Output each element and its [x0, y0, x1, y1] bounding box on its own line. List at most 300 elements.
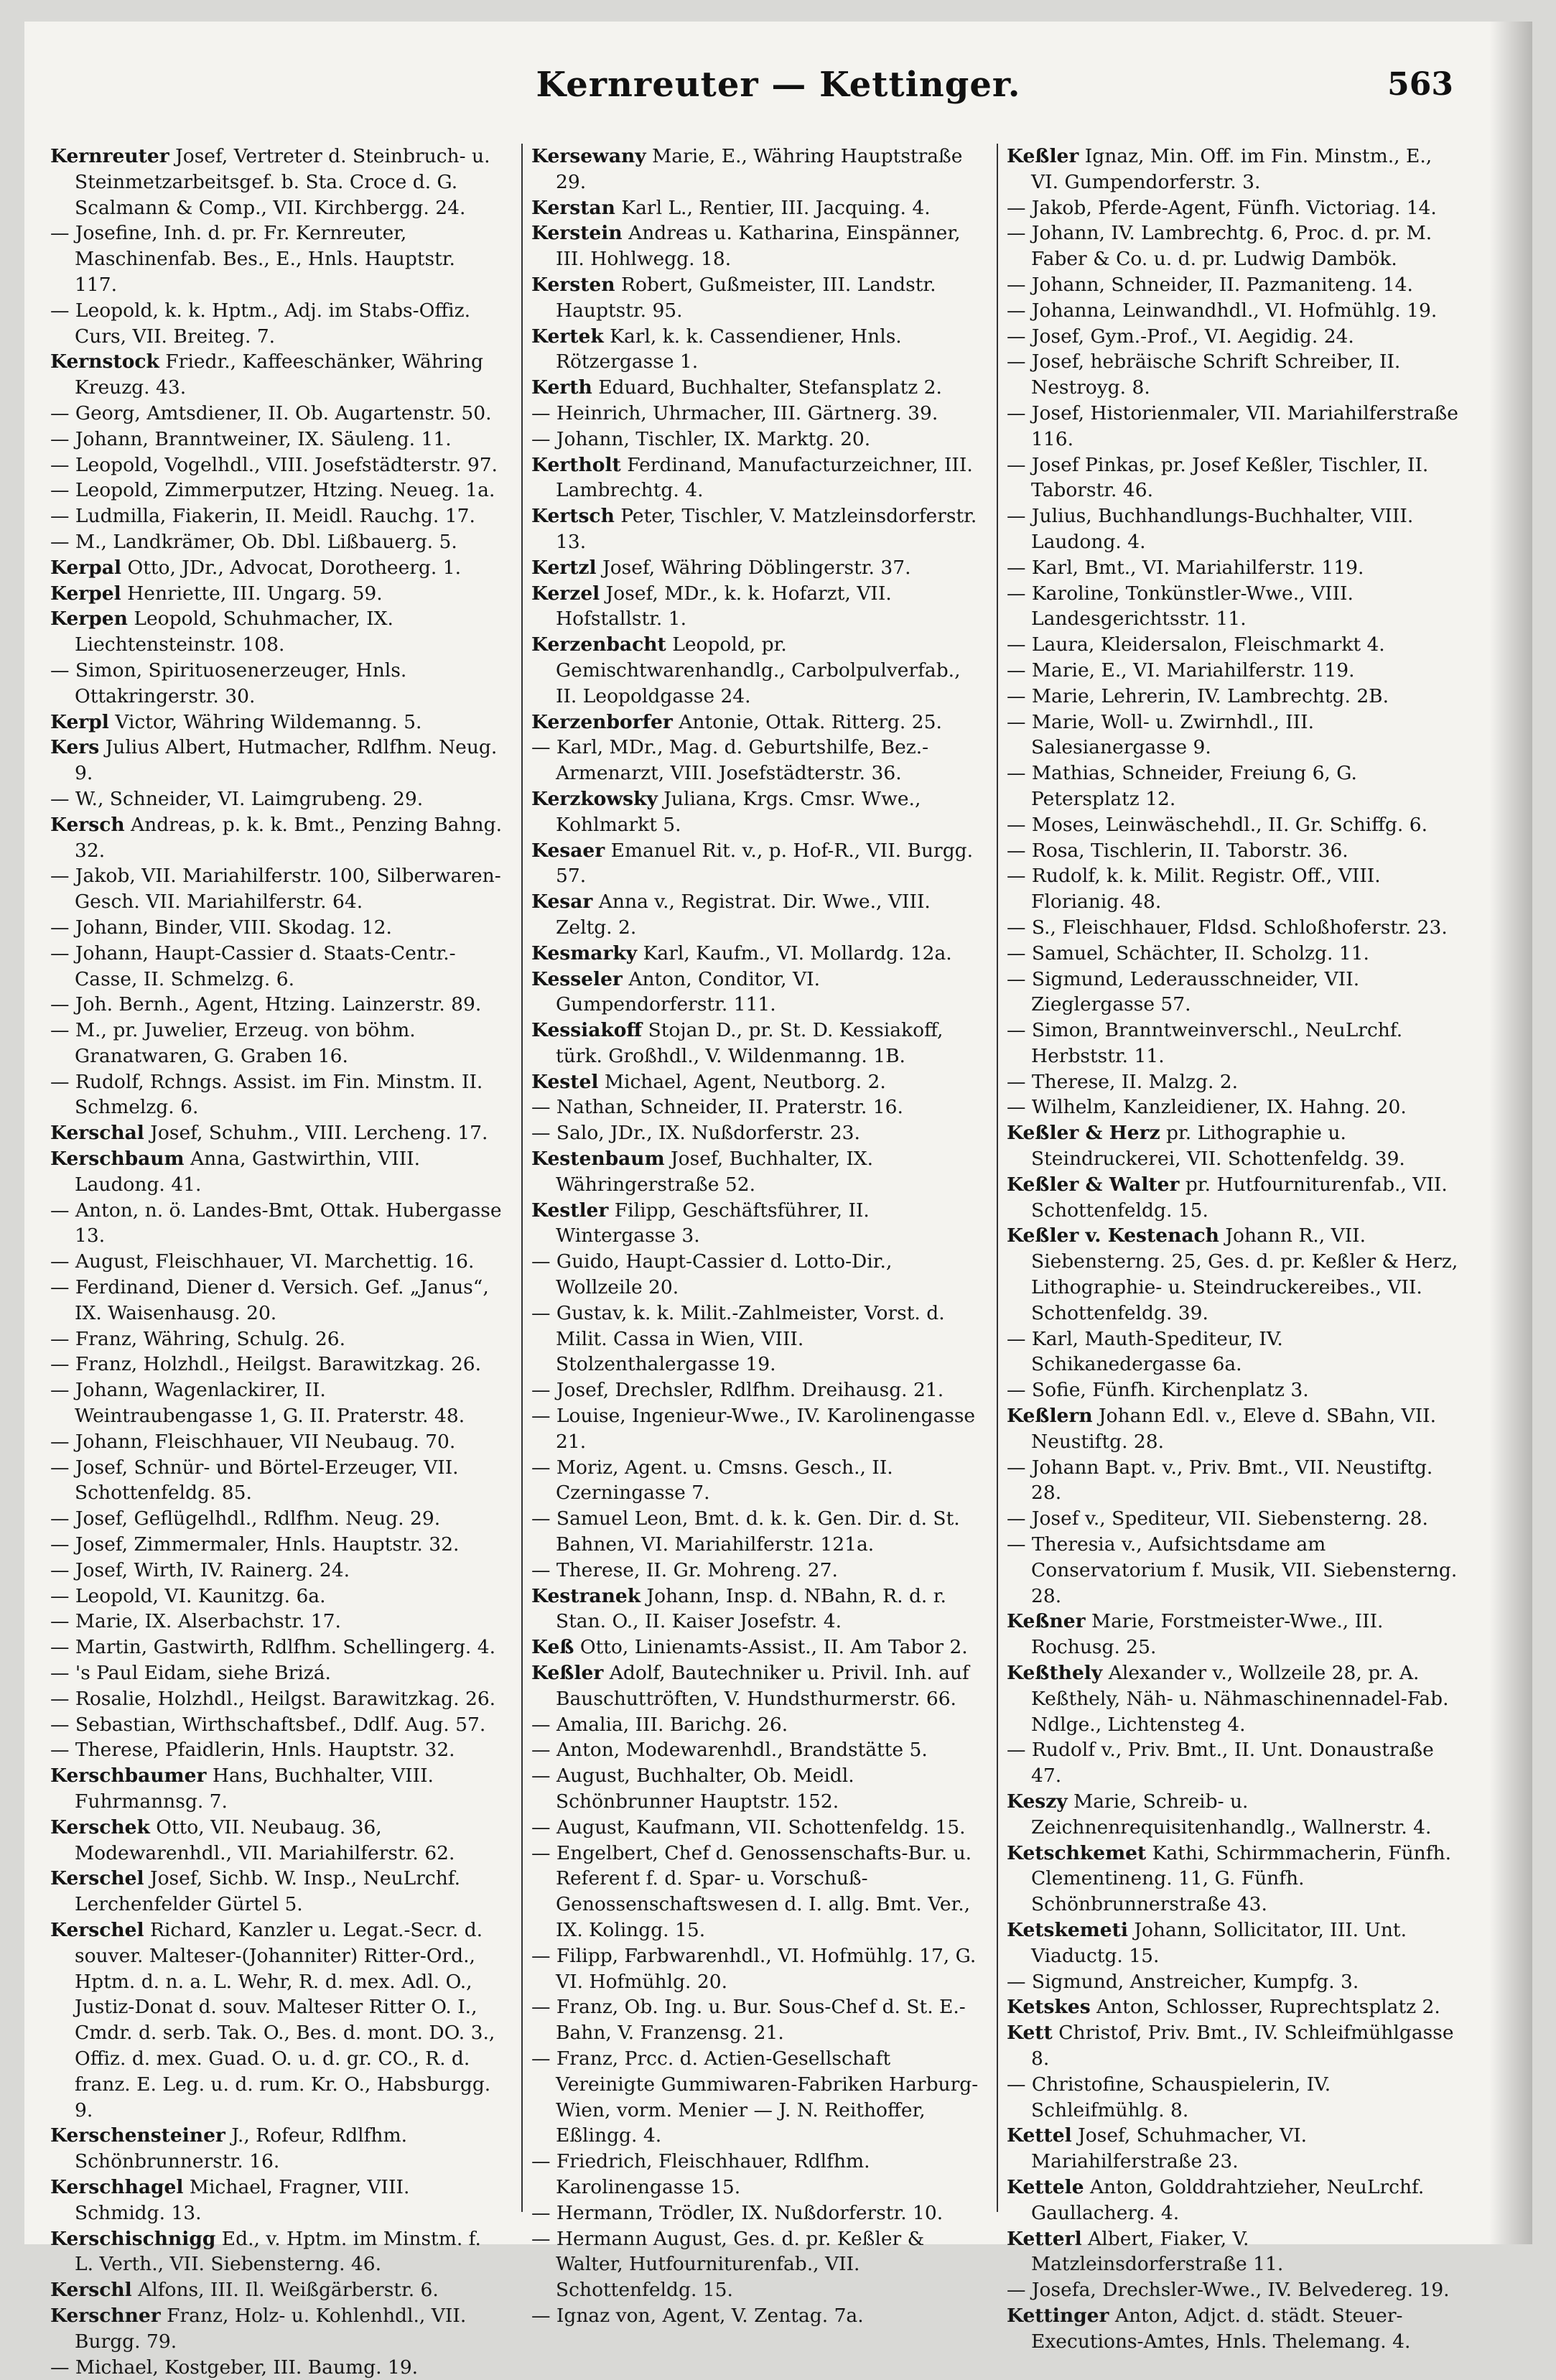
entry-details: Filipp, Geschäftsführer, II. Wintergasse 3. — [556, 1199, 870, 1247]
directory-entry — [50, 478, 503, 503]
directory-entry — [1007, 1994, 1459, 2020]
directory-entry — [1007, 632, 1459, 658]
directory-entry — [531, 1506, 984, 1558]
directory-entry — [50, 941, 503, 993]
entry-details: — Karoline, Tonkünstler-Wwe., VIII. Landesgerichtsstr. 11. — [1007, 582, 1354, 631]
entry-details: Josef, Schuhm., VIII. Lercheng. 17. — [144, 1122, 488, 1145]
directory-entry — [50, 1146, 503, 1198]
entry-surname: Kerschel — [50, 1867, 144, 1890]
entry-details: — Louise, Ingenieur-Wwe., IV. Karolinengasse 21. — [531, 1405, 976, 1453]
entry-details: Josef, Vertreter d. Steinbruch- u. Steinmetzarbeitsgef. b. Sta. Croce d. G. Scalmann & Comp., VII. Kirchbergg. 24. — [75, 145, 490, 219]
entry-details: Otto, VII. Neubaug. 36, Modewarenhdl., VII. Mariahilferstr. 62. — [75, 1816, 455, 1864]
directory-entry — [1007, 1377, 1459, 1403]
entry-details: Karl L., Rentier, III. Jacquing. 4. — [615, 196, 931, 219]
directory-entry — [50, 786, 503, 812]
entry-surname: Keßler — [1007, 145, 1079, 167]
directory-entry — [50, 812, 503, 864]
entry-details: Otto, JDr., Advocat, Dorotheerg. 1. — [121, 556, 462, 579]
entry-surname: Kerzenbacht — [531, 633, 666, 656]
directory-entry — [50, 863, 503, 915]
entry-details: Christof, Priv. Bmt., IV. Schleifmühlgasse 8. — [1031, 2022, 1454, 2070]
directory-entry — [50, 144, 503, 220]
entry-details: — Leopold, VI. Kaunitzg. 6a. — [50, 1584, 326, 1607]
directory-entry — [1007, 1609, 1459, 1660]
entry-details: Ignaz, Min. Off. im Fin. Minstm., E., VI. Gumpendorferstr. 3. — [1031, 145, 1432, 193]
directory-entry — [1007, 2020, 1459, 2072]
directory-entry — [50, 427, 503, 452]
directory-entry — [50, 1352, 503, 1377]
entry-surname: Ketskes — [1007, 1996, 1091, 2019]
page-title: Kernreuter — Kettinger. — [536, 65, 1021, 105]
directory-entry — [1007, 1455, 1459, 1507]
entry-details: — Christofine, Schauspielerin, IV. Schleifmühlg. 8. — [1007, 2073, 1331, 2121]
entry-surname: Kersch — [50, 813, 125, 836]
directory-entry — [1007, 1532, 1459, 1609]
entry-details: — Leopold, Zimmerputzer, Htzing. Neueg. 1a. — [50, 479, 495, 502]
entry-details: — Georg, Amtsdiener, II. Ob. Augartenstr. 50. — [50, 401, 492, 424]
directory-entry — [531, 1660, 984, 1712]
entry-details: Marie, Forstmeister-Wwe., III. Rochusg. 25. — [1031, 1610, 1384, 1659]
entry-surname: Keßler — [531, 1662, 604, 1685]
column-divider — [521, 144, 523, 2212]
directory-entry — [1007, 2277, 1459, 2303]
directory-entry — [1007, 298, 1459, 324]
entry-surname: Kerschbaumer — [50, 1765, 207, 1788]
entry-details: — Therese, II. Gr. Mohreng. 27. — [531, 1558, 838, 1581]
entry-details: — Josef Pinkas, pr. Josef Keßler, Tischler, II. Taborstr. 46. — [1007, 453, 1429, 502]
entry-details: — Salo, JDr., IX. Nußdorferstr. 23. — [531, 1122, 860, 1145]
entry-details: — Hermann, Trödler, IX. Nußdorferstr. 10. — [531, 2201, 944, 2224]
directory-entry — [531, 503, 984, 555]
directory-entry — [1007, 581, 1459, 633]
directory-entry — [50, 452, 503, 478]
entry-details: — Guido, Haupt-Cassier d. Lotto-Dir., Wollzeile 20. — [531, 1250, 893, 1299]
entry-details: — August, Kaufmann, VII. Schottenfeldg. 15. — [531, 1816, 966, 1839]
directory-entry — [1007, 1172, 1459, 1224]
entry-details: Friedr., Kaffeeschänker, Währing Kreuzg. 43. — [75, 350, 483, 399]
directory-entry — [50, 503, 503, 529]
entry-details: — Johann, Haupt-Cassier d. Staats-Centr.-Casse, II. Schmelzg. 6. — [50, 942, 456, 990]
directory-entry — [1007, 1223, 1459, 1326]
entry-surname: Kesar — [531, 891, 593, 914]
directory-entry — [531, 1198, 984, 1250]
entry-details: — Johann Bapt. v., Priv. Bmt., VII. Neustiftg. 28. — [1007, 1456, 1433, 1505]
entry-details: Emanuel Rit. v., p. Hof-R., VII. Burgg. 57. — [556, 839, 974, 888]
directory-entry — [50, 915, 503, 941]
entry-surname: Kersewany — [531, 145, 646, 167]
directory-entry — [50, 1532, 503, 1558]
entry-details: Kathi, Schirmmacherin, Fünfh. Clementineng. 11, G. Fünfh. Schönbrunnerstraße 43. — [1031, 1841, 1452, 1916]
entry-details: Leopold, pr. Gemischtwarenhandlg., Carbolpulverfab., II. Leopoldgasse 24. — [556, 633, 961, 707]
entry-details: Richard, Kanzler u. Legat.-Secr. d. souver. Malteser-(Johanniter) Ritter-Ord., Hptm. d. n. a. L. Wehr, R. d. mex. Adl. O., Justiz-Donat d. souv. Malteser Ritter O. I., Cmdr. d. serb. Tak. O., Bes. d. mont. DO. 3., Offiz. d. mex. Guad. O. u. d. gr. CO., R. d. franz. E. Leg. u. d. rum. Kr. O., Habsburgg. 9. — [75, 1918, 495, 2121]
entry-details: — W., Schneider, VI. Laimgrubeng. 29. — [50, 787, 424, 810]
entry-details: Michael, Agent, Neutborg. 2. — [598, 1070, 886, 1093]
page-number: 563 — [1387, 66, 1453, 103]
entry-details: Johann, Sollicitator, III. Unt. Viaductg. 15. — [1031, 1918, 1407, 1967]
entry-surname: Kertek — [531, 325, 604, 348]
entry-details: — Sebastian, Wirthschaftsbef., Ddlf. Aug. 57. — [50, 1713, 486, 1736]
entry-details: — M., pr. Juwelier, Erzeug. von böhm. Granatwaren, G. Graben 16. — [50, 1019, 416, 1067]
directory-entry — [50, 1506, 503, 1532]
entry-surname: Kerpal — [50, 556, 122, 579]
directory-entry — [531, 220, 984, 272]
entry-details: Johann, Insp. d. NBahn, R. d. r. Stan. O., II. Kaiser Josefstr. 4. — [556, 1584, 946, 1633]
entry-details: — Theresia v., Aufsichtsdame am Conservatorium f. Musik, VII. Siebensterng. 28. — [1007, 1533, 1458, 1607]
entry-details: — Engelbert, Chef d. Genossenschafts-Bur. u. Referent f. d. Spar- u. Vorschuß-Genossenschaftswesen d. I. allg. Bmt. Ver., IX. Kolingg. 15. — [531, 1841, 972, 1941]
directory-entry — [50, 658, 503, 710]
directory-entry — [50, 2123, 503, 2175]
entry-details: Josef, Buchhalter, IX. Währingerstraße 52. — [556, 1148, 874, 1196]
entry-surname: Kestler — [531, 1199, 609, 1222]
entry-surname: Keßthely — [1007, 1662, 1103, 1685]
entry-surname: Kerth — [531, 376, 592, 399]
directory-entry — [531, 1943, 984, 1995]
directory-entry — [1007, 2226, 1459, 2278]
entry-details: Anton, Conditor, VI. Gumpendorferstr. 111. — [556, 967, 821, 1016]
entry-details: — Wilhelm, Kanzleidiener, IX. Hahng. 20. — [1007, 1096, 1407, 1119]
directory-entry — [50, 581, 503, 607]
entry-details: — Johann, Wagenlackirer, II. Weintraubengasse 1, G. II. Praterstr. 48. — [50, 1379, 465, 1428]
entry-surname: Kerschischnigg — [50, 2227, 216, 2250]
entry-surname: Ketskemeti — [1007, 1918, 1128, 1941]
entry-details: — Sofie, Fünfh. Kirchenplatz 3. — [1007, 1379, 1309, 1402]
entry-surname: Kesseler — [531, 967, 623, 990]
entry-details: — Marie, IX. Alserbachstr. 17. — [50, 1610, 341, 1633]
entry-details: — Johann, Schneider, II. Pazmaniteng. 14. — [1007, 273, 1413, 296]
directory-entry — [50, 1584, 503, 1609]
entry-surname: Kessiakoff — [531, 1019, 643, 1042]
entry-details: — Rudolf v., Priv. Bmt., II. Unt. Donaustraße 47. — [1007, 1739, 1434, 1788]
entry-surname: Kerschek — [50, 1816, 150, 1839]
entry-surname: Kerzenborfer — [531, 710, 673, 733]
entry-details: — Johann, Fleischhauer, VII Neubaug. 70. — [50, 1430, 456, 1453]
entry-surname: Kett — [1007, 2022, 1053, 2045]
entry-details: — Karl, Mauth-Spediteur, IV. Schikanedergasse 6a. — [1007, 1327, 1283, 1376]
directory-entry — [1007, 863, 1459, 915]
entry-details: — Simon, Spirituosenerzeuger, Hnls. Ottakringerstr. 30. — [50, 659, 407, 707]
directory-entry — [1007, 452, 1459, 504]
directory-entry — [531, 1815, 984, 1841]
entry-surname: Kerschhagel — [50, 2175, 184, 2198]
directory-entry — [50, 220, 503, 297]
entry-details: — Laura, Kleidersalon, Fleischmarkt 4. — [1007, 633, 1385, 656]
entry-details: — August, Buchhalter, Ob. Meidl. Schönbrunner Hauptstr. 152. — [531, 1765, 854, 1813]
entry-details: Josef, Währing Döblingerstr. 37. — [596, 556, 911, 579]
directory-entry — [50, 2175, 503, 2226]
entry-details: — Sigmund, Lederausschneider, VII. Zieglergasse 57. — [1007, 967, 1360, 1016]
directory-entry — [50, 1558, 503, 1584]
directory-entry — [531, 1763, 984, 1815]
entry-details: — Samuel Leon, Bmt. d. k. k. Gen. Dir. d. St. Bahnen, VI. Mariahilferstr. 121a. — [531, 1507, 960, 1556]
directory-entry — [531, 1146, 984, 1198]
entry-surname: Kerschbaum — [50, 1148, 185, 1171]
directory-entry — [1007, 1120, 1459, 1172]
directory-entry — [531, 1558, 984, 1584]
entry-surname: Keßler & Herz — [1007, 1122, 1160, 1145]
directory-entry — [50, 735, 503, 786]
directory-entry — [50, 710, 503, 735]
entry-surname: Kertholt — [531, 453, 621, 476]
entry-surname: Kerpel — [50, 582, 121, 605]
directory-entry — [50, 1429, 503, 1455]
entry-surname: Kerzkowsky — [531, 787, 658, 810]
directory-entry — [50, 401, 503, 427]
entry-details: Eduard, Buchhalter, Stefansplatz 2. — [592, 376, 942, 399]
directory-entry — [1007, 1094, 1459, 1120]
entry-details: — M., Landkrämer, Ob. Dbl. Lißbauerg. 5. — [50, 530, 457, 553]
entry-details: — Simon, Branntweinverschl., NeuLrchf. Herbststr. 11. — [1007, 1019, 1403, 1067]
entry-details: — Karl, Bmt., VI. Mariahilferstr. 119. — [1007, 556, 1364, 579]
entry-surname: Kestranek — [531, 1584, 641, 1607]
directory-entry — [50, 529, 503, 555]
directory-entry — [50, 1737, 503, 1763]
entry-details: — Rosa, Tischlerin, II. Taborstr. 36. — [1007, 839, 1348, 862]
entry-details: Marie, E., Währing Hauptstraße 29. — [556, 145, 963, 193]
directory-entry — [50, 1609, 503, 1635]
entry-surname: Kerschl — [50, 2279, 132, 2302]
directory-entry — [531, 1635, 984, 1660]
entry-details: — Josef, Wirth, IV. Rainerg. 24. — [50, 1558, 350, 1581]
directory-entry — [531, 967, 984, 1018]
directory-entry — [531, 1584, 984, 1635]
directory-entry — [531, 889, 984, 941]
directory-entry — [1007, 967, 1459, 1018]
entry-surname: Kers — [50, 736, 100, 759]
entry-details: — Johann, Branntweiner, IX. Säuleng. 11. — [50, 427, 452, 450]
entry-details: Ferdinand, Manufacturzeichner, III. Lambrechtg. 4. — [556, 453, 973, 502]
entry-details: Antonie, Ottak. Ritterg. 25. — [672, 710, 942, 733]
entry-details: — Franz, Ob. Ing. u. Bur. Sous-Chef d. St. E.-Bahn, V. Franzensg. 21. — [531, 1996, 966, 2045]
entry-details: Henriette, III. Ungarg. 59. — [121, 582, 383, 605]
entry-details: — Karl, MDr., Mag. d. Geburtshilfe, Bez.-Armenarzt, VIII. Josefstädterstr. 36. — [531, 736, 929, 785]
directory-entry — [531, 941, 984, 967]
entry-surname: Kettel — [1007, 2124, 1072, 2147]
column-divider — [997, 144, 998, 2212]
directory-entry — [50, 1198, 503, 1250]
entry-surname: Keßler v. Kestenach — [1007, 1224, 1219, 1247]
entry-details: — Therese, II. Malzg. 2. — [1007, 1070, 1239, 1093]
directory-entry — [1007, 838, 1459, 864]
entry-details: Juliana, Krgs. Cmsr. Wwe., Kohlmarkt 5. — [556, 787, 921, 836]
entry-details: — Anton, n. ö. Landes-Bmt, Ottak. Hubergasse 13. — [50, 1199, 502, 1247]
entry-surname: Kerschel — [50, 1918, 144, 1941]
entry-details: — Franz, Prcc. d. Actien-Gesellschaft Vereinigte Gummiwaren-Fabriken Harburg-Wien, vorm. Menier — J. N. Reithoffer, Eßlingg. 4. — [531, 2047, 979, 2147]
entry-surname: Kerschal — [50, 1122, 144, 1145]
directory-entry — [50, 1377, 503, 1429]
directory-entry — [531, 375, 984, 401]
entry-surname: Kersten — [531, 273, 615, 296]
directory-entry — [50, 1686, 503, 1712]
directory-entry — [50, 1815, 503, 1867]
entry-details: Peter, Tischler, V. Matzleinsdorferstr. 13. — [556, 505, 977, 553]
entry-details: — S., Fleischhauer, Fldsd. Schloßhoferstr. 23. — [1007, 916, 1448, 939]
entry-details: — Josef, Drechsler, Rdlfhm. Dreihausg. 21. — [531, 1379, 944, 1402]
entry-details: — Nathan, Schneider, II. Praterstr. 16. — [531, 1096, 903, 1119]
directory-entry — [50, 2226, 503, 2278]
directory-entry — [50, 1120, 503, 1146]
directory-entry — [531, 1094, 984, 1120]
entry-details: Alfons, III. Il. Weißgärberstr. 6. — [131, 2279, 439, 2302]
directory-entry — [1007, 195, 1459, 221]
entry-details: Johann Edl. v., Eleve d. SBahn, VII. Neustiftg. 28. — [1031, 1405, 1437, 1453]
entry-surname: Kerzel — [531, 582, 600, 605]
directory-entry — [50, 1018, 503, 1069]
entry-surname: Kerstan — [531, 196, 615, 219]
entry-details: — Jakob, VII. Mariahilferstr. 100, Silberwaren-Gesch. VII. Mariahilferstr. 64. — [50, 865, 501, 914]
directory-entry — [1007, 349, 1459, 401]
directory-entry — [1007, 2175, 1459, 2226]
entry-details: — Josefine, Inh. d. pr. Fr. Kernreuter, Maschinenfab. Bes., E., Hnls. Hauptstr. 117. — [50, 222, 455, 296]
entry-details: — Marie, Lehrerin, IV. Lambrechtg. 2B. — [1007, 684, 1389, 707]
entry-surname: Kerpen — [50, 608, 128, 631]
directory-entry — [531, 2149, 984, 2200]
directory-page — [24, 22, 1532, 2379]
entry-details: — Johann, IV. Lambrechtg. 6, Proc. d. pr. M. Faber & Co. u. d. pr. Ludwig Dambök. — [1007, 222, 1432, 271]
directory-entry — [1007, 1660, 1459, 1737]
entry-details: — Josef, Historienmaler, VII. Mariahilferstraße 116. — [1007, 401, 1458, 450]
directory-entry — [50, 2355, 503, 2380]
directory-entry — [531, 1120, 984, 1146]
entry-surname: Kerschner — [50, 2304, 161, 2327]
directory-entry — [1007, 941, 1459, 967]
directory-entry — [1007, 1069, 1459, 1095]
directory-entry — [531, 1301, 984, 1377]
entry-surname: Keszy — [1007, 1790, 1068, 1813]
directory-entry — [531, 2046, 984, 2149]
directory-entry — [531, 1249, 984, 1301]
entry-details: — Ludmilla, Fiakerin, II. Meidl. Rauchg. 17. — [50, 505, 475, 528]
directory-entry — [1007, 401, 1459, 452]
entry-details: — Moriz, Agent. u. Cmsns. Gesch., II. Czerningasse 7. — [531, 1456, 893, 1505]
entry-details: — Josef, Geflügelhdl., Rdlfhm. Neug. 29. — [50, 1507, 441, 1530]
directory-entry — [531, 401, 984, 427]
directory-column-3 — [1007, 144, 1459, 2353]
entry-details: Anton, Schlosser, Ruprechtsplatz 2. — [1090, 1996, 1440, 2019]
directory-entry — [50, 1660, 503, 1686]
directory-entry — [1007, 2123, 1459, 2175]
directory-entry — [531, 838, 984, 890]
directory-entry — [50, 2277, 503, 2303]
directory-entry — [1007, 1969, 1459, 1995]
directory-entry — [1007, 324, 1459, 350]
entry-details: Leopold, Schuhmacher, IX. Liechtensteinstr. 108. — [75, 608, 393, 656]
entry-details: Anton, Adjct. d. städt. Steuer-Executions-Amtes, Hnls. Thelemang. 4. — [1031, 2304, 1411, 2353]
directory-entry — [531, 1018, 984, 1069]
entry-details: Marie, Schreib- u. Zeichnenrequisitenhandlg., Wallnerstr. 4. — [1031, 1790, 1432, 1839]
entry-surname: Keßlern — [1007, 1405, 1093, 1428]
entry-details: pr. Hutfourniturenfab., VII. Schottenfeldg. 15. — [1031, 1173, 1448, 1222]
directory-entry — [531, 1403, 984, 1455]
entry-surname: Kerpl — [50, 710, 109, 733]
entry-surname: Ketschkemet — [1007, 1841, 1147, 1864]
entry-details: — Jakob, Pferde-Agent, Fünfh. Victoriag. 14. — [1007, 196, 1437, 219]
directory-entry — [50, 349, 503, 401]
entry-surname: Ketterl — [1007, 2227, 1082, 2250]
entry-details: — Rosalie, Holzhdl., Heilgst. Barawitzkag. 26. — [50, 1687, 496, 1710]
directory-entry — [50, 1635, 503, 1660]
directory-entry — [50, 1918, 503, 2123]
entry-details: Alexander v., Wollzeile 28, pr. A. Keßthely, Näh- u. Nähmaschinennadel-Fab. Ndlge., Lichtensteg 4. — [1031, 1662, 1449, 1736]
entry-surname: Kerschensteiner — [50, 2124, 225, 2147]
directory-entry — [1007, 272, 1459, 298]
entry-surname: Kettele — [1007, 2175, 1084, 2198]
entry-details: — Franz, Holzhdl., Heilgst. Barawitzkag. 26. — [50, 1353, 482, 1376]
directory-entry — [531, 1455, 984, 1507]
entry-details: Julius Albert, Hutmacher, Rdlfhm. Neug. 9. — [75, 736, 498, 785]
directory-entry — [531, 1712, 984, 1738]
directory-entry — [1007, 1737, 1459, 1789]
directory-entry — [50, 606, 503, 658]
directory-entry — [1007, 812, 1459, 838]
entry-surname: Keß — [531, 1636, 574, 1659]
directory-entry — [531, 710, 984, 735]
entry-surname: Kestel — [531, 1070, 599, 1093]
entry-details: — Therese, Pfaidlerin, Hnls. Hauptstr. 32. — [50, 1739, 455, 1762]
entry-details: — Samuel, Schächter, II. Scholzg. 11. — [1007, 942, 1369, 964]
entry-details: — Friedrich, Fleischhauer, Rdlfhm. Karolinengasse 15. — [531, 2150, 870, 2198]
entry-surname: Kernstock — [50, 350, 159, 373]
entry-surname: Keßler & Walter — [1007, 1173, 1180, 1196]
directory-entry — [50, 1249, 503, 1275]
directory-entry — [50, 298, 503, 350]
entry-details: Hans, Buchhalter, VIII. Fuhrmannsg. 7. — [75, 1765, 434, 1813]
entry-details: — Josef, Zimmermaler, Hnls. Hauptstr. 32. — [50, 1533, 460, 1556]
entry-details: — Johanna, Leinwandhdl., VI. Hofmühlg. 19. — [1007, 299, 1438, 322]
entry-details: Stojan D., pr. St. D. Kessiakoff, türk. Großhdl., V. Wildenmanng. 1B. — [556, 1019, 944, 1067]
entry-details: Victor, Währing Wildemanng. 5. — [108, 710, 422, 733]
entry-details: — Franz, Währing, Schulg. 26. — [50, 1327, 346, 1350]
entry-details: — Leopold, Vogelhdl., VIII. Josefstädterstr. 97. — [50, 453, 498, 476]
directory-entry — [1007, 144, 1459, 195]
directory-entry — [1007, 915, 1459, 941]
directory-entry — [531, 1377, 984, 1403]
entry-details: Josef, MDr., k. k. Hofarzt, VII. Hofstallstr. 1. — [556, 582, 892, 631]
entry-surname: Kerstein — [531, 222, 623, 245]
entry-details: — Anton, Modewarenhdl., Brandstätte 5. — [531, 1739, 928, 1762]
entry-details: — Joh. Bernh., Agent, Htzing. Lainzerstr. 89. — [50, 993, 482, 1016]
entry-surname: Kettinger — [1007, 2304, 1109, 2327]
entry-details: — Josef, hebräische Schrift Schreiber, II. Nestroyg. 8. — [1007, 350, 1401, 399]
entry-details: — Amalia, III. Barichg. 26. — [531, 1713, 788, 1736]
directory-entry — [531, 144, 984, 195]
entry-details: — Johann, Binder, VIII. Skodag. 12. — [50, 916, 392, 939]
directory-entry — [50, 1326, 503, 1352]
directory-entry — [531, 195, 984, 221]
entry-details: pr. Lithographie u. Steindruckerei, VII. Schottenfeldg. 39. — [1031, 1122, 1405, 1171]
entry-details: Michael, Fragner, VIII. Schmidg. 13. — [75, 2175, 410, 2224]
entry-surname: Keßner — [1007, 1610, 1086, 1633]
directory-entry — [531, 2226, 984, 2303]
directory-entry — [1007, 710, 1459, 761]
entry-details: Anna v., Registrat. Dir. Wwe., VIII. Zeltg. 2. — [556, 891, 931, 939]
directory-entry — [531, 581, 984, 633]
entry-details: — Filipp, Farbwarenhdl., VI. Hofmühlg. 17, G. VI. Hofmühlg. 20. — [531, 1944, 977, 1993]
directory-entry — [531, 1069, 984, 1095]
entry-details: Ed., v. Hptm. im Minstm. f. L. Verth., VII. Siebensterng. 46. — [75, 2227, 481, 2276]
directory-entry — [1007, 1918, 1459, 1969]
entry-details: Josef, Sichb. W. Insp., NeuLrchf. Lerchenfelder Gürtel 5. — [75, 1867, 461, 1916]
entry-details: — Marie, E., VI. Mariahilferstr. 119. — [1007, 659, 1355, 682]
entry-surname: Kertzl — [531, 556, 597, 579]
entry-details: — Marie, Woll- u. Zwirnhdl., III. Salesianergasse 9. — [1007, 710, 1315, 759]
entry-details: — Gustav, k. k. Milit.-Zahlmeister, Vorst. d. Milit. Cassa in Wien, VIII. Stolzenthalergasse 19. — [531, 1301, 945, 1376]
directory-entry — [531, 1994, 984, 2046]
directory-entry — [50, 1275, 503, 1326]
directory-entry — [531, 272, 984, 324]
directory-entry — [531, 2303, 984, 2329]
directory-entry — [1007, 1326, 1459, 1378]
entry-details: — Rudolf, k. k. Milit. Registr. Off., VIII. Florianig. 48. — [1007, 865, 1381, 914]
